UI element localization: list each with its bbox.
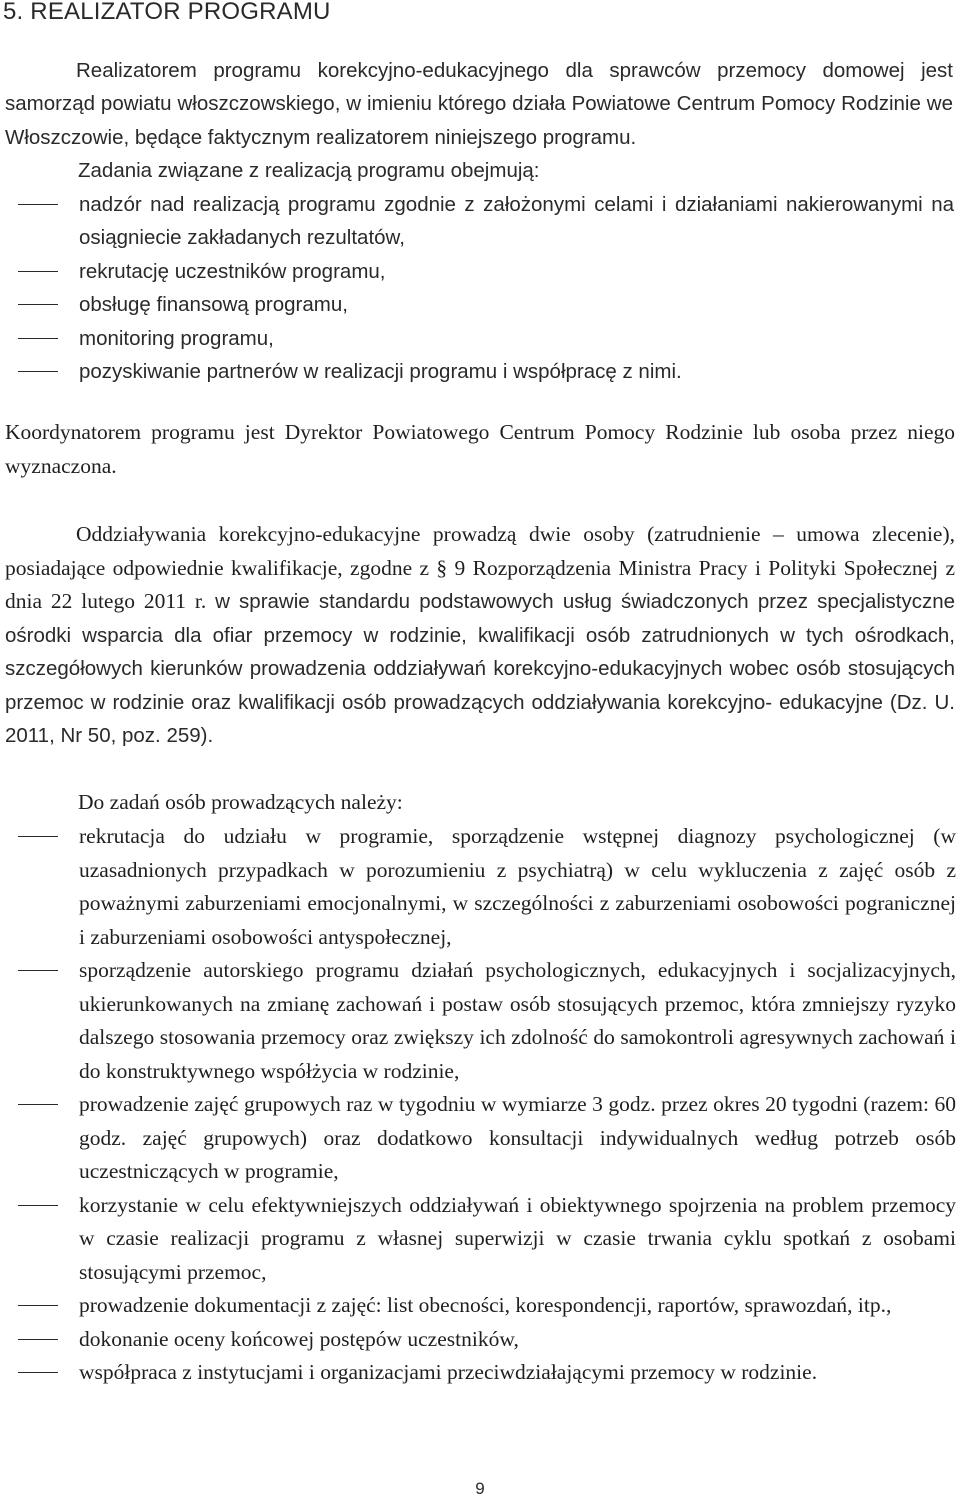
dash-bullet-icon: [18, 304, 58, 305]
dash-bullet-icon: [18, 1339, 58, 1340]
dash-bullet-icon: [18, 371, 58, 372]
list-item: obsługę finansową programu,: [6, 288, 954, 321]
dash-bullet-icon: [18, 970, 58, 971]
coordinator-paragraph: Koordynatorem programu jest Dyrektor Powiatowego Centrum Pomocy Rodzinie lub osoba przez niego wyznaczona.: [5, 420, 955, 478]
duties-lead: Do zadań osób prowadzących należy:: [78, 790, 403, 814]
impact-text-serif: Oddziaływania korekcyjno-edukacyjne prowadzą dwie osoby (zatrudnienie – umowa zlecenie), posiadające odpowiednie kwalifikacje, zgodne z § 9 Rozporządzenia Ministra Pracy i Polityki Społecznej z dnia 22 lutego 2011 r.: [5, 522, 955, 613]
dash-bullet-icon: [18, 1372, 58, 1373]
duties-list: [6, 820, 956, 1390]
list-item: monitoring programu,: [6, 322, 954, 355]
list-item: nadzór nad realizacją programu zgodnie z założonymi celami i działaniami nakierowanymi na osiągniecie zakładanych rezultatów,: [6, 188, 954, 255]
impact-text-sans: w sprawie standardu podstawowych usług świadczonych przez specjalistyczne ośrodki wsparcia dla ofiar przemocy w rodzinie, kwalifikacji osób zatrudnionych w tych ośrodkach, szczegółowych kierunków prowadzenia oddziaływań korekcyjno-edukacyjnych wobec osób stosujących przemoc w rodzinie oraz kwalifikacji osób prowadzących oddziaływania korekcyjno- edukacyjne (Dz. U. 2011, Nr 50, poz. 259).: [5, 590, 955, 747]
tasks-list: [6, 188, 954, 388]
list-item: sporządzenie autorskiego programu działań psychologicznych, edukacyjnych i socjalizacyjnych, ukierunkowanych na zmianę zachowań i postaw osób stosujących przemoc, która zmniejszy ryzyko dalszego stosowania przemocy oraz zwiększy ich zdolność do samokontroli agresywnych zachowań i do konstruktywnego współżycia w rodzinie,: [6, 954, 956, 1088]
list-item: prowadzenie zajęć grupowych raz w tygodniu w wymiarze 3 godz. przez okres 20 tygodni (razem: 60 godz. zajęć grupowych) oraz dodatkowo konsultacji indywidualnych według potrzeb osób uczestniczących w programie,: [6, 1088, 956, 1189]
dash-bullet-icon: [18, 1205, 58, 1206]
section-heading: 5. REALIZATOR PROGRAMU: [3, 0, 331, 25]
list-item: prowadzenie dokumentacji z zajęć: list obecności, korespondencji, raportów, sprawozdań, itp.,: [6, 1289, 956, 1323]
intro-paragraph: [5, 54, 953, 154]
dash-bullet-icon: [18, 204, 58, 205]
intro-text: Realizatorem programu korekcyjno-edukacyjnego dla sprawców przemocy domowej jest samorząd powiatu włoszczowskiego, w imieniu którego działa Powiatowe Centrum Pomocy Rodzinie we Włoszczowie, będące faktycznym realizatorem niniejszego programu.: [5, 59, 953, 149]
tasks-lead: Zadania związane z realizacją programu obejmują:: [78, 159, 540, 182]
dash-bullet-icon: [18, 338, 58, 339]
page-number: 9: [475, 1479, 485, 1498]
dash-bullet-icon: [18, 1104, 58, 1105]
dash-bullet-icon: [18, 1305, 58, 1306]
list-item: rekrutację uczestników programu,: [6, 255, 954, 288]
dash-bullet-icon: [18, 271, 58, 272]
list-item: dokonanie oceny końcowej postępów uczestników,: [6, 1323, 956, 1357]
list-item: korzystanie w celu efektywniejszych oddziaływań i obiektywnego spojrzenia na problem przemocy w czasie realizacji programu z własnej superwizji w czasie trwania cyklu spotkań z osobami stosującymi przemoc,: [6, 1189, 956, 1290]
list-item: pozyskiwanie partnerów w realizacji programu i współpracę z nimi.: [6, 355, 954, 388]
list-item: rekrutacja do udziału w programie, sporządzenie wstępnej diagnozy psychologicznej (w uzasadnionych przypadkach w porozumieniu z psychiatrą) w celu wykluczenia z zajęć osób z poważnymi zaburzeniami emocjonalnymi, w szczególności z zaburzeniami osobowości pogranicznej i zaburzeniami osobowości antyspołecznej,: [6, 820, 956, 954]
impact-paragraph: [5, 518, 955, 753]
dash-bullet-icon: [18, 836, 58, 837]
list-item: współpraca z instytucjami i organizacjami przeciwdziałającymi przemocy w rodzinie.: [6, 1356, 956, 1390]
